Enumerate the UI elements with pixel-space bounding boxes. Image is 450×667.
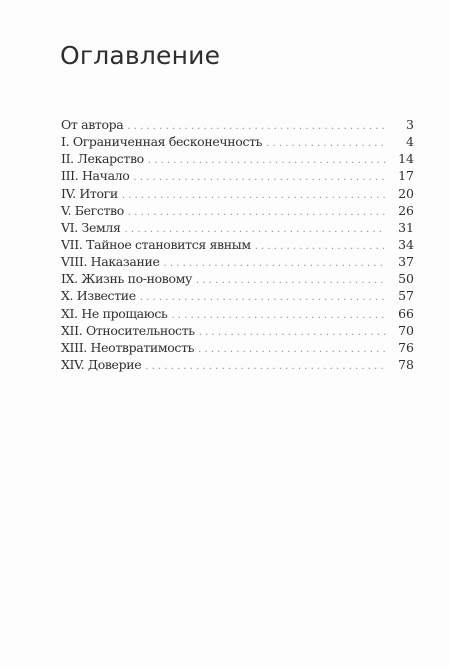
entry-title: VIII. Наказание — [61, 254, 160, 270]
entry-title: V. Бегство — [61, 202, 124, 218]
entry-page-number: 26 — [398, 202, 414, 218]
entry-page-number: 57 — [398, 288, 414, 304]
entry-page-number: 34 — [398, 236, 414, 252]
entry-title: XIV. Доверие — [61, 356, 142, 372]
entry-title: VI. Земля — [61, 219, 121, 235]
toc-entry — [61, 254, 414, 271]
toc-entry — [61, 306, 414, 323]
entry-title: III. Начало — [61, 168, 130, 184]
toc-entry — [61, 151, 414, 168]
entry-title: X. Известие — [61, 288, 136, 304]
entry-page-number: 70 — [398, 322, 414, 338]
toc-entry — [61, 117, 414, 134]
entry-title: IX. Жизнь по-новому — [61, 271, 193, 287]
dot-leader — [125, 224, 387, 235]
entry-page-number: 14 — [398, 151, 414, 167]
entry-page-number: 66 — [398, 305, 414, 321]
entry-title: IV. Итоги — [61, 185, 118, 201]
dot-leader — [145, 361, 386, 372]
dot-leader — [198, 344, 386, 355]
entry-page-number: 76 — [398, 339, 414, 355]
entry-title: От автора — [61, 117, 124, 132]
dot-leader — [128, 207, 386, 218]
entry-title: XII. Относительность — [61, 322, 195, 338]
dot-leader — [148, 155, 386, 166]
toc-entry — [61, 357, 414, 374]
dot-leader — [199, 327, 386, 338]
page-title: Оглавление — [60, 41, 221, 70]
entry-title: XI. Не прощаюсь — [61, 305, 168, 321]
entry-title: VII. Тайное становится явным — [61, 236, 251, 252]
dot-leader — [133, 172, 386, 183]
dot-leader — [171, 310, 386, 321]
entry-title: XIII. Неотвратимость — [61, 339, 195, 355]
entry-title: II. Лекарство — [61, 151, 144, 167]
entry-page-number: 20 — [398, 185, 414, 201]
entry-page-number: 31 — [398, 219, 414, 235]
entry-page-number: 50 — [398, 271, 414, 287]
toc-entry — [61, 186, 414, 203]
toc-entry — [61, 340, 414, 357]
dot-leader — [164, 258, 387, 269]
toc-entry — [61, 288, 414, 305]
toc-entry — [61, 168, 414, 185]
dot-leader — [255, 241, 386, 252]
toc-entry — [61, 237, 414, 254]
toc-entry — [61, 323, 414, 340]
entry-page-number: 37 — [398, 254, 414, 270]
entry-page-number: 4 — [406, 134, 414, 150]
entry-title: I. Ограниченная бесконечность — [61, 134, 263, 150]
table-of-contents — [61, 117, 414, 374]
dot-leader — [140, 292, 386, 303]
dot-leader — [266, 138, 386, 149]
toc-entry — [61, 134, 414, 151]
toc-entry — [61, 220, 414, 237]
dot-leader — [122, 190, 386, 201]
dot-leader — [127, 121, 386, 132]
entry-page-number: 78 — [398, 356, 414, 372]
toc-entry — [61, 203, 414, 220]
entry-page-number: 3 — [406, 117, 414, 132]
toc-entry — [61, 271, 414, 288]
dot-leader — [196, 275, 386, 286]
entry-page-number: 17 — [398, 168, 414, 184]
